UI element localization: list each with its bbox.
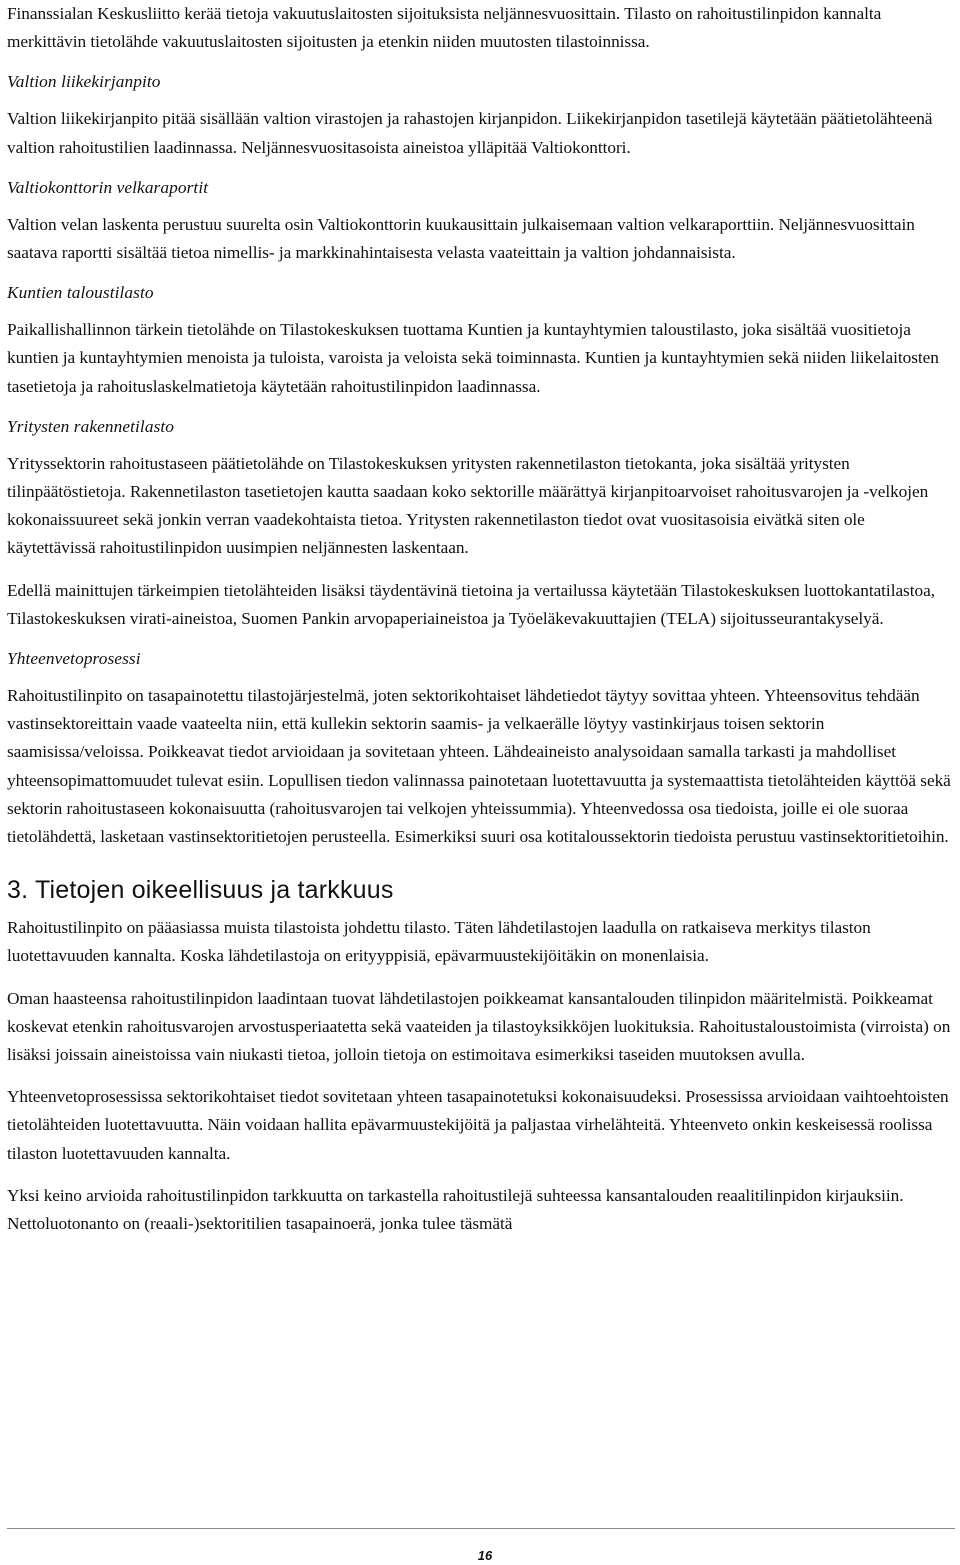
- paragraph-intro: Finanssialan Keskusliitto kerää tietoja vakuutuslaitosten sijoituksista neljännesvuosittain. Tilasto on rahoitustilinpidon kannalta merkittävin tietolähde vakuutuslaitosten sijoitusten ja etenkin niiden muutosten tilastoinnissa.: [7, 4, 882, 52]
- subheading-yritysten-rakennetilasto: Yritysten rakennetilasto: [7, 416, 175, 436]
- subheading-yhteenvetoprosessi: Yhteenvetoprosessi: [7, 649, 141, 669]
- paragraph-muut-tietolahteet: Edellä mainittujen tärkeimpien tietolähteiden lisäksi täydentävinä tietoina ja vertailussa käytetään Tilastokeskuksen luottokantatilastoa, Tilastokeskuksen virati-aineistoa, Suomen Pankin arvopaperiaineistoa ja Työeläkevakuuttajien (TELA) sijoitusseurantakyselyä.: [7, 580, 935, 628]
- paragraph-section3-1: Rahoitustilinpito on pääasiassa muista tilastoista johdettu tilasto. Täten lähdetilastojen laadulla on ratkaiseva merkitys tilaston luotettavuuden kannalta. Koska lähdetilastoja on erityyppisiä, epävarmuustekijöitäkin on monenlaisia.: [7, 918, 871, 966]
- paragraph-yhteenvetoprosessi: Rahoitustilinpito on tasapainotettu tilastojärjestelmä, joten sektorikohtaiset lähdetiedot täytyy sovittaa yhteen. Yhteensovitus tehdään vastinsektoreittain vaade vaateelta niin, että kullekin sektorin saamis- ja velkaerälle löytyy vastinkirjaus toisen sektorin saamisissa/veloissa. Poikkeavat tiedot arvioidaan ja sovitetaan yhteen. Lähdeaineisto analysoidaan samalla tarkasti ja mahdolliset yhteensopimattomuudet tulevat esiin. Lopullisen tiedon valinnassa painotetaan luotettavuutta ja systemaattista tietolähteiden käyttöä sekä sektorin rahoitustaseen kokonaisuutta (rahoitusvarojen tai velkojen yhteissummia). Yhteenvedossa osa tiedoista, joille ei ole suoraa tietolähdettä, lasketaan vastinsektoritietojen perusteella. Esimerkiksi suuri osa kotitaloussektorin tiedoista perustuu vastinsektoritietoihin.: [7, 686, 951, 847]
- page-number: 16: [477, 1548, 493, 1563]
- document-page: [7, 0, 955, 1252]
- paragraph-section3-2: Oman haasteensa rahoitustilinpidon laadintaan tuovat lähdetilastojen poikkeamat kansantalouden tilinpidon määritelmistä. Poikkeamat koskevat etenkin rahoitusvarojen arvostusperiaatetta sekä vaateiden ja tilastoyksikköjen luokituksia. Rahoitustaloustoimista (virroista) on lisäksi joissain aineistoissa vain niukasti tietoa, jolloin tietoja on estimoitava esimerkiksi taseiden muutoksen avulla.: [7, 988, 951, 1065]
- subheading-valtion-liikekirjanpito: Valtion liikekirjanpito: [7, 72, 161, 92]
- subheading-kuntien-taloustilasto: Kuntien taloustilasto: [7, 283, 154, 303]
- subheading-velkaraportit: Valtiokonttorin velkaraportit: [7, 177, 209, 197]
- paragraph-yritysten-rakennetilasto: Yrityssektorin rahoitustaseen päätietolähde on Tilastokeskuksen yritysten rakennetilaston tietokanta, joka sisältää yritysten tilinpäätöstietoja. Rakennetilaston tasetietojen kautta saadaan koko sektorille määrättyä kirjanpitoarvoiset rahoitusvarojen ja -velkojen kokonaissuureet sekä jonkin verran vaadekohtaista tietoa. Yritysten rakennetilaston tiedot ovat vuositasoisia eivätkä siten ole käytettävissä rahoitustilinpidon uusimpien neljännesten laskentaan.: [7, 453, 929, 558]
- section-heading-3: 3. Tietojen oikeellisuus ja tarkkuus: [7, 876, 394, 905]
- footer-divider: [7, 1528, 955, 1529]
- paragraph-valtion-liikekirjanpito: Valtion liikekirjanpito pitää sisällään valtion virastojen ja rahastojen kirjanpidon. Liikekirjanpidon tasetilejä käytetään päätietolähteenä valtion rahoitustilien laadinnassa. Neljännesvuositasoista aineistoa ylläpitää Valtiokonttori.: [7, 109, 933, 157]
- paragraph-kuntien-taloustilasto: Paikallishallinnon tärkein tietolähde on Tilastokeskuksen tuottama Kuntien ja kuntayhtymien taloustilasto, joka sisältää vuositietoja kuntien ja kuntayhtymien menoista ja tuloista, varoista ja veloista sekä toiminnasta. Kuntien ja kuntayhtymien sekä niiden liikelaitosten tasetietoja ja rahoituslaskelmatietoja käytetään rahoitustilinpidon laadinnassa.: [7, 320, 939, 396]
- paragraph-section3-3: Yhteenvetoprosessissa sektorikohtaiset tiedot sovitetaan yhteen tasapainotetuksi kokonaisuudeksi. Prosessissa arvioidaan vaihtoehtoisten tietolähteiden luotettavuutta. Näin voidaan hallita epävarmuustekijöitä ja paljastaa virhelähteitä. Yhteenveto onkin keskeisessä roolissa tilaston luotettavuuden kannalta.: [7, 1087, 949, 1163]
- paragraph-section3-4: Yksi keino arvioida rahoitustilinpidon tarkkuutta on tarkastella rahoitustilejä suhteessa kansantalouden reaalitilinpidon kirjauksiin. Nettoluotonanto on (reaali-)sektoritilien tasapainoerä, jonka tulee täsmätä: [7, 1185, 904, 1234]
- paragraph-velkaraportit: Valtion velan laskenta perustuu suurelta osin Valtiokonttorin kuukausittain julkaisemaan valtion velkaraporttiin. Neljännesvuosittain saatava raportti sisältää tietoa nimellis- ja markkinahintaisesta velasta vaateittain ja valtion johdannaisista.: [7, 214, 915, 263]
